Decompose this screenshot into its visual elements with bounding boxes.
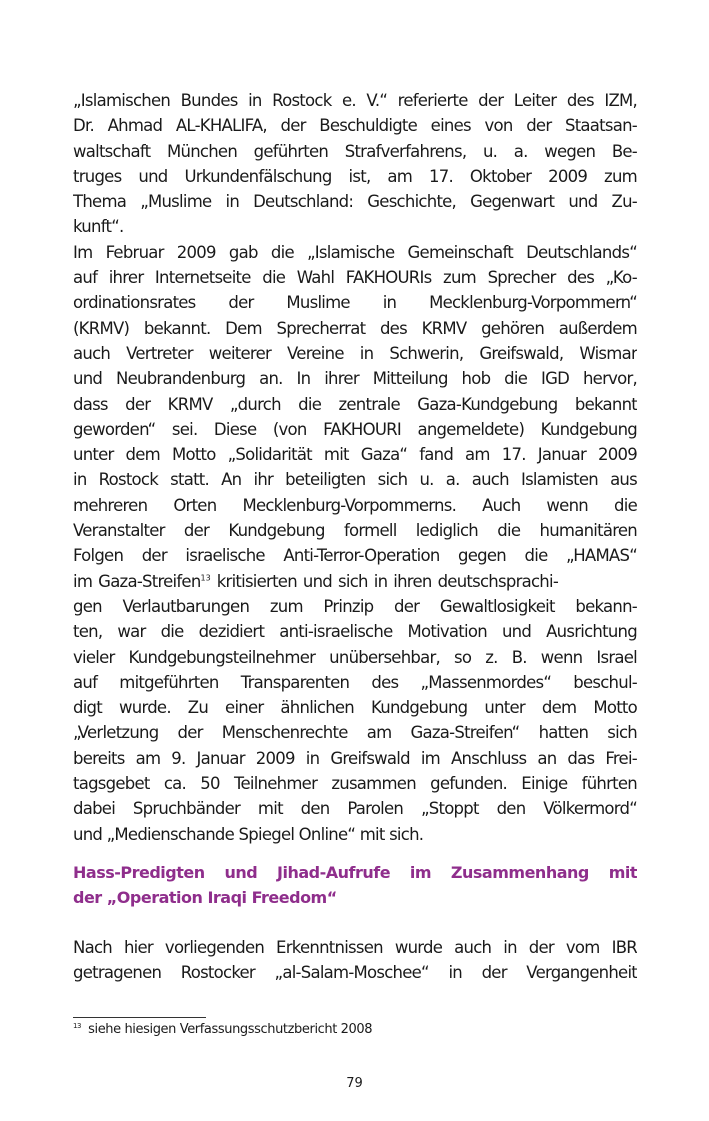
text-line: in Rostock statt. An ihr beteiligten sich u. a. auch Islamisten aus (73, 470, 637, 490)
text-line: getragenen Rostocker „al-Salam-Moschee“ in der Vergangenheit (73, 963, 637, 983)
text-line: unter dem Motto „Solidarität mit Gaza“ fand am 17. Januar 2009 (73, 445, 637, 465)
text-line: und Neubrandenburg an. In ihrer Mitteilung hob die IGD hervor, (73, 369, 637, 389)
text-line: gen Verlautbarungen zum Prinzip der Gewaltlosigkeit bekann- (73, 596, 637, 616)
text-line: dass der KRMV „durch die zentrale Gaza-Kundgebung bekannt (73, 394, 637, 414)
body-paragraph (73, 88, 637, 847)
text-line: Folgen der israelische Anti-Terror-Operation gegen die „HAMAS“ (73, 546, 637, 566)
text-line: (KRMV) bekannt. Dem Sprecherrat des KRMV gehören außerdem (73, 318, 637, 338)
text-line-with-footnote (73, 569, 637, 594)
text-line: auf mitgeführten Transparenten des „Massenmordes“ beschul- (73, 672, 637, 692)
heading-line: Hass-Predigten und Jihad-Aufrufe im Zusammenhang mit (73, 863, 637, 882)
section-heading (73, 860, 637, 910)
footnote-reference: 13 (200, 573, 211, 583)
text-line: tagsgebet ca. 50 Teilnehmer zusammen gefunden. Einige führten (73, 774, 637, 794)
footnote-number: 13 (73, 1021, 82, 1030)
text-line: truges und Urkundenfälschung ist, am 17. Oktober 2009 zum (73, 166, 637, 186)
page-number: 79 (346, 1076, 363, 1091)
text-line: kunft“. (73, 217, 124, 237)
text-line: Im Februar 2009 gab die „Islamische Gemeinschaft Deutschlands“ (73, 242, 637, 262)
text-line: Veranstalter der Kundgebung formell lediglich die humanitären (73, 521, 637, 541)
text-line: bereits am 9. Januar 2009 in Greifswald im Anschluss an das Frei- (73, 748, 637, 768)
text-line: und „Medienschande Spiegel Online“ mit sich. (73, 824, 424, 844)
text-fragment: kritisierten und sich in ihren deutschsprachi- (210, 571, 559, 591)
footnote (73, 1022, 637, 1037)
text-fragment: im Gaza-Streifen (73, 571, 201, 591)
heading-line: der „Operation Iraqi Freedom“ (73, 888, 337, 907)
text-line: auch Vertreter weiterer Vereine in Schwerin, Greifswald, Wismar (73, 343, 637, 363)
text-line: „Islamischen Bundes in Rostock e. V.“ referierte der Leiter des IZM, (73, 91, 637, 110)
text-line: Nach hier vorliegenden Erkenntnissen wurde auch in der vom IBR (73, 938, 637, 957)
text-line: geworden“ sei. Diese (von FAKHOURI angemeldete) Kundgebung (73, 419, 637, 439)
text-line: ordinationsrates der Muslime in Mecklenburg-Vorpommern“ (73, 293, 637, 313)
text-line: mehreren Orten Mecklenburg-Vorpommerns. Auch wenn die (73, 495, 637, 515)
footnote-text: siehe hiesigen Verfassungsschutzbericht 2008 (88, 1022, 373, 1037)
footnote-divider (73, 1017, 206, 1018)
text-line: auf ihrer Internetseite die Wahl FAKHOURIs zum Sprecher des „Ko- (73, 268, 637, 288)
text-line: vieler Kundgebungsteilnehmer unübersehbar, so z. B. wenn Israel (73, 647, 637, 667)
text-line: digt wurde. Zu einer ähnlichen Kundgebung unter dem Motto (73, 698, 637, 718)
text-line: Thema „Muslime in Deutschland: Geschichte, Gegenwart und Zu- (73, 192, 637, 212)
text-line: „Verletzung der Menschenrechte am Gaza-Streifen“ hatten sich (73, 723, 637, 743)
text-line: waltschaft München geführten Strafverfahrens, u. a. wegen Be- (73, 141, 637, 161)
body-paragraph (73, 935, 637, 986)
text-line: Dr. Ahmad AL-KHALIFA, der Beschuldigte eines von der Staatsan- (73, 116, 637, 136)
text-line: dabei Spruchbänder mit den Parolen „Stoppt den Völkermord“ (73, 799, 637, 819)
text-line: ten, war die dezidiert anti-israelische Motivation und Ausrichtung (73, 622, 637, 642)
